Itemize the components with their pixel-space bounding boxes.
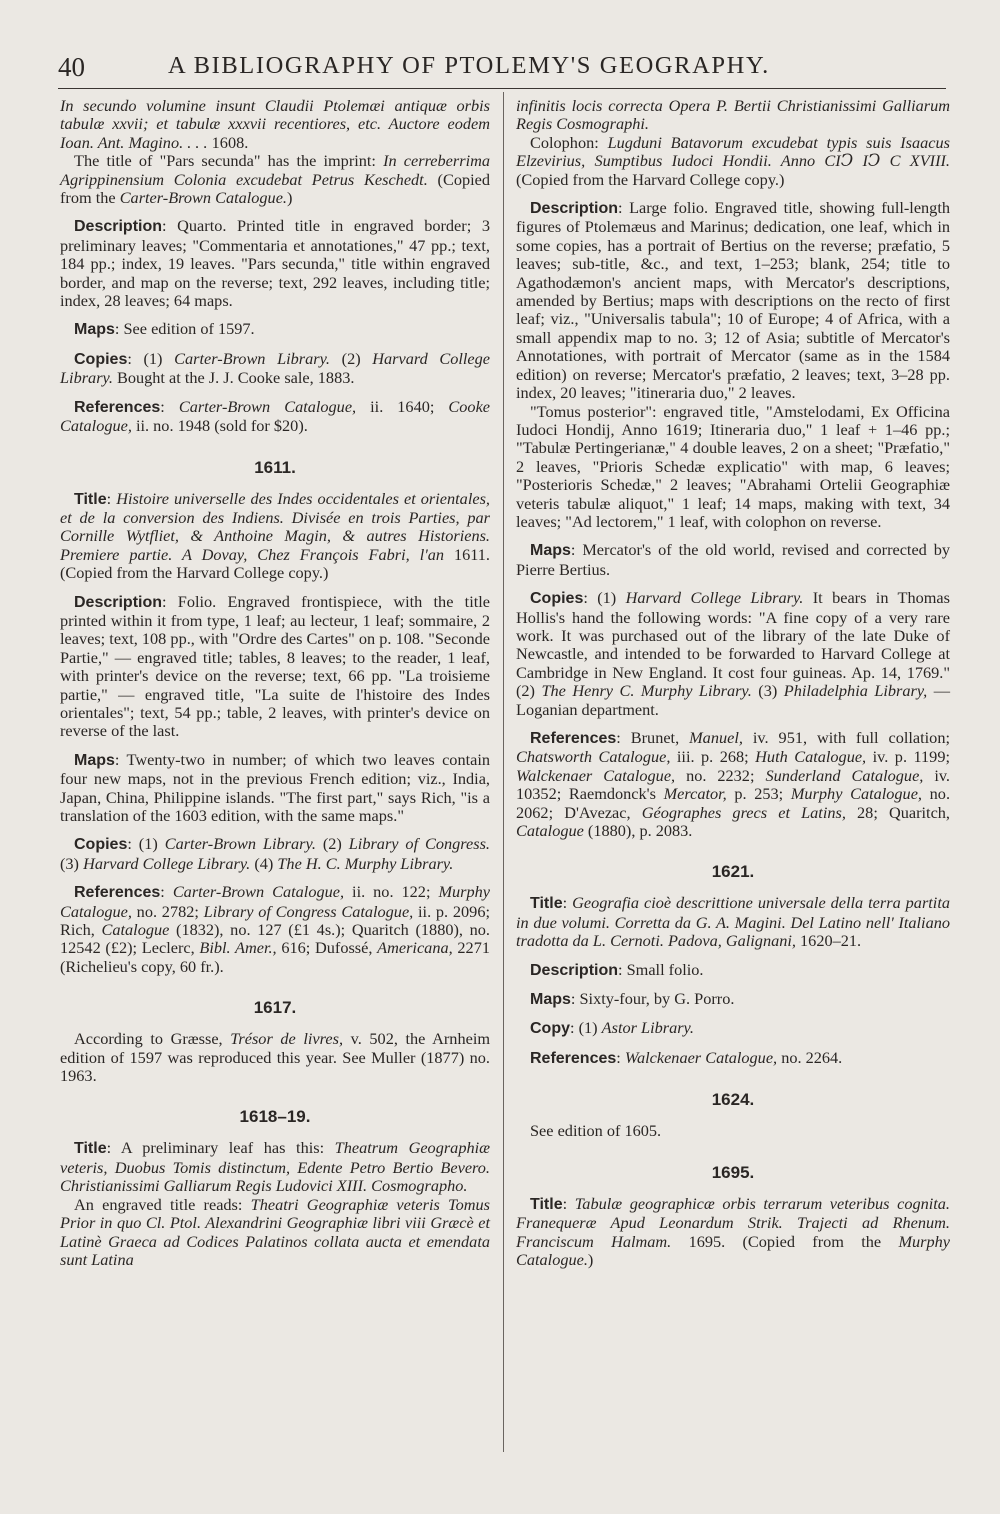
copy-1621: Copy: (1) Astor Library. [530,1018,694,1038]
pars-secunda-paragraph: The title of "Pars secunda" has the imprint: In cerreberrima Agrippinensium Colonia excudebat Petrus Keschedt. (Copied from the Carter-Brown Catalogue.) [60,151,490,208]
page-number: 40 [58,52,85,82]
description-1621: Description: Small folio. [530,959,704,979]
intro-paragraph: In secundo volumine insunt Claudii Ptolemæi antiquæ orbis tabulæ xxvii; et tabulæ xxxvii recentiores, etc. Auctore eodem Ioan. Ant. Magino. . . . 1608. [60,96,490,152]
title-1618: Title: A preliminary leaf has this: Theatrum Geographiæ veteris, Duobus Tomis distinctum, Edente Petro Bertio Bevero. Christianissimi Galliarum Regis Ludovici XIII. Cosmographo. [60,1138,490,1196]
running-title: A BIBLIOGRAPHY OF PTOLEMY'S GEOGRAPHY. [168,52,770,79]
copies-1597: Copies: (1) Carter-Brown Library. (2) Harvard College Library. Bought at the J. J. Cooke sale, 1883. [60,348,491,388]
year-heading-1611: 1611. [254,457,296,477]
column-divider [503,92,504,1452]
text-1617: According to Græsse, Trésor de livres, v. 502, the Arnheim edition of 1597 was reproduced this year. See Muller (1877) no. 1963. [60,1029,491,1086]
title-1611: Title: Histoire universelle des Indes occidentales et orientales, et de la conversion des Indiens. Divisée en trois Parties, par Cornille Wytfliet, & Anthoine Magin, & autres Historiens. Premiere partie. A Dovay, Chez François Fabri, l'an 1611. (Copied from the Harvard College copy.) [60,488,490,583]
description-1618: Description: Large folio. Engraved title, showing full-length figures of Ptolemæus and Marinus; dedication, one leaf, which in some copies, has a portrait of Bertius on the reverse; præfatio, 5 leaves; sub-title, &c., and text, 1–253; blank, 254; title to Agathodæmon's ancient maps, with Mercator's descriptions, amended by Bertius; maps with descriptions on the recto of first leaf; viz., "Universalis tabula"; 10 of Europe; 4 of Africa, with a small appendix map to no. 3; 12 of Asia; subtitle of Mercator's Annotationes, with portrait of Mercator (same as in the 1584 edition) on reverse; Mercator's præfatio, 2 leaves; text, 3–28 pp. index, 20 leaves; "itineraria duo," 2 leaves. [516,198,950,403]
references-1618: References: Brunet, Manuel, iv. 951, with full collation; Chatsworth Catalogue, iii. p. 268; Huth Catalogue, iv. p. 1199; Walckenaer Catalogue, no. 2232; Sunderland Catalogue, iv. 10352; Raemdonck's Mercator, p. 253; Murphy Catalogue, no. 2062; D'Avezac, Géographes grecs et Latins, 28; Quaritch, Catalogue (1880), p. 2083. [516,728,951,841]
title-1621: Title: Geografia cioè descrittione universale della terra partita in due volumi. Corretta da G. A. Magini. Del Latino nell' Italiano tradotta da L. Cernoti. Padova, Galignani, 1620–21. [516,893,950,951]
references-1597: References: Carter-Brown Catalogue, ii. 1640; Cooke Catalogue, ii. no. 1948 (sold for $20). [60,396,491,436]
references-1621: References: Walckenaer Catalogue, no. 2264. [530,1047,843,1067]
right-column [516,97,950,1269]
year-heading-1617: 1617. [253,998,297,1018]
maps-1621: Maps: Sixty-four, by G. Porro. [530,989,735,1009]
maps-1597: Maps: See edition of 1597. [74,319,255,339]
description-1597: Description: Quarto. Printed title in engraved border; 3 preliminary leaves; "Commentaria et annotationes," 47 pp.; text, 184 pp.; index, 19 leaves. "Pars secunda," title within engraved border, and map on the reverse; text, 292 leaves, including title; index, 28 leaves; 64 maps. [60,216,490,311]
year-heading-1695: 1695. [711,1162,755,1182]
copies-1618: Copies: (1) Harvard College Library. It bears in Thomas Hollis's hand the following words: "A fine copy of a very rare work. It was purchased out of the library of the late Duke of Newcastle, and intended to be forwarded to Harvard College at Cambridge in New England. It cost four guineas. Ap. 14, 1769." (2) The Henry C. Murphy Library. (3) Philadelphia Library, — Loganian department. [516,588,951,719]
year-heading-1621: 1621. [711,862,755,882]
title-1695: Title: Tabulæ geographicæ orbis terrarum veteribus cognita. Franequeræ Apud Leonardum Strik. Trajecti ad Rhenum. Franciscum Halmam. 1695. (Copied from the Murphy Catalogue.) [516,1193,950,1269]
maps-1611: Maps: Twenty-two in number; of which two leaves contain four new maps, not in the previous French edition; viz., India, Japan, China, Philippine islands. "The first part," says Rich, "is a translation of the 1603 edition, with the same maps." [60,749,490,825]
continued-title-1618: infinitis locis correcta Opera P. Bertii Christianissimi Galliarum Regis Cosmographi. [516,96,950,134]
colophon-1618: Colophon: Lugduni Batavorum excudebat typis suis Isaacus Elzevirius, Sumptibus Iudoci Hondii. Anno CIↃ IↃ C XVIII. (Copied from the Harvard College copy.) [516,132,950,189]
references-1611: References: Carter-Brown Catalogue, ii. no. 122; Murphy Catalogue, no. 2782; Library of Congress Catalogue, ii. p. 2096; Rich, Catalogue (1832), no. 127 (£1 4s.); Quaritch (1880), no. 12542 (£2); Leclerc, Bibl. Amer., 616; Dufossé, Americana, 2271 (Richelieu's copy, 60 fr.). [60,882,491,976]
year-heading-1624: 1624. [711,1090,755,1110]
page-header [58,52,946,89]
description-1611: Description: Folio. Engraved frontispiece, with the title printed within it from type, 1 leaf; au lecteur, 1 leaf; sommaire, 2 leaves; text, 108 pp., with "Ordre des Cartes" on p. 108. "Seconde Partie," — engraved title; tables, 8 leaves; to the reader, 1 leaf, with printer's device on the reverse; text, 66 pp. "La troisieme partie," — engraved title, "La suite de l'histoire des Indes orientales"; text, 54 pp.; table, 2 leaves, with printer's device on reverse of the last. [60,591,490,741]
copies-1611: Copies: (1) Carter-Brown Library. (2) Library of Congress. (3) Harvard College Library. (4) The H. C. Murphy Library. [60,834,491,873]
left-column [60,97,490,1269]
year-heading-1618-19: 1618–19. [239,1107,311,1127]
maps-1618: Maps: Mercator's of the old world, revised and corrected by Pierre Bertius. [516,540,950,579]
text-1624: See edition of 1605. [530,1121,662,1141]
tomus-posterior-1618: "Tomus posterior": engraved title, "Amstelodami, Ex Officina Iudoci Hondij, Anno 1619; Itineraria duo," 1 leaf + 1–46 pp.; "Tabulæ Pertingerianæ," 4 double leaves, 2 on a sheet; "Præfatio," 2 leaves, "Prioris Schedæ explicatio" with map, 6 leaves; "Posterioris Schedæ," 2 leaves; "Abrahami Ortelii Geographiæ veteris tabulæ aliquot," 1 leaf; 14 maps, making with text, 34 leaves; "Ad lectorem," 1 leaf, with colophon on reverse. [516,401,950,531]
engraved-title-1618: An engraved title reads: Theatri Geographiæ veteris Tomus Prior in quo Cl. Ptol. Alexandrini Geographiæ libri viii Græcè et Latinè Graeca ad Codices Palatinos collata aucta et emendata sunt Latina [60,1194,490,1269]
